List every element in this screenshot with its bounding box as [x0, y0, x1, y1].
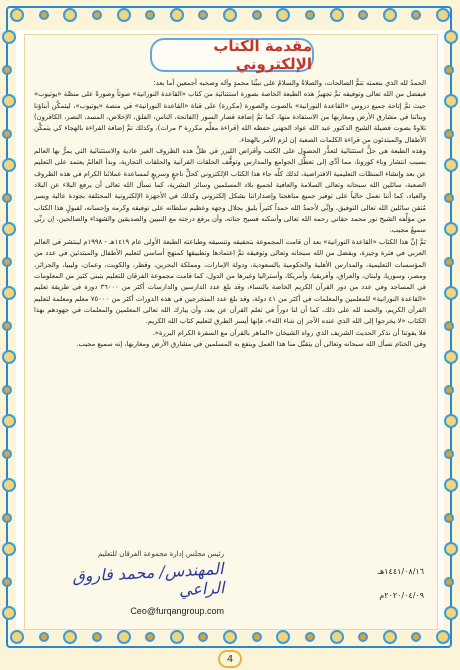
ornament-icon — [145, 632, 155, 642]
ornament-icon — [2, 542, 16, 556]
ornament-icon — [436, 630, 450, 644]
ornament-icon — [444, 449, 454, 459]
ornament-icon — [2, 193, 12, 203]
ornament-icon — [358, 10, 368, 20]
ornament-icon — [330, 8, 344, 22]
ornament-icon — [2, 321, 12, 331]
signature-block — [34, 550, 224, 628]
ornament-column-left — [2, 30, 16, 620]
title-box — [150, 38, 314, 72]
ornament-icon — [444, 129, 454, 139]
page-number: 4 — [218, 650, 242, 668]
ornament-icon — [444, 94, 458, 108]
ornament-icon — [444, 606, 458, 620]
ornament-icon — [444, 478, 458, 492]
ornament-icon — [92, 10, 102, 20]
paragraph-3: ثمَّ إنَّ هذا الكتاب «القاعدة النورانية» بعد أن قامت المجموعة بتحقيقه وتنسيقه وطباعته الطبعة الأولى عام ١٤١٩هـ - ١٩٩٨م لينتشر في العالم العربي في فترة وجيزة، وبفضل من الله سبحانه وتعالى وتوفيقه تمَّ اعتمادها وتطبيقها كمنهج أساسي لتعليم الأطفال والمبتدئين في عدد من المؤسسات التعليمية، والمدارس الأهلية والحكومية بالسعودية، ودولة الإمارات، ومملكة البحرين، وقطر، والكويت، وعمان، وليبيا، والجزائر، ومصر، وسوريا، ولبنان، والعراق، وأفريقيا، وأمريكا، وأستراليا وغيرها من الدول، كما قامت مجموعة الفرقان للتعليم بتبني كثير من المعلومات في المساجد وفي عدد من دور القرآن الكريم الخاصة بالنساء، وقد بلغ عدد الدارسين والدارسات أكثر من ٣٦٠٠٠ دورة في طريقة تعليم «القاعدة النورانية» للمعلمين والمعلمات في أكثر من ٤١ دولة، وقد بلغ عدد المتخرجين في هذه الدورات أكثر من ٧٥٠٠٠ معلم ومعلمة لتعليم القرآن الكريم، والحمد لله على ذلك، كما أن لنا دوراً في تعلم القرآن عن بعد، وأن يبارك الله تعالى المعلمين والمعلمات في جهودهم بهذا الكتاب «لا يخرجوا إلى الله الذي عنده الأجر إن شاء الله»، فإنها أيسر الطرق لتعليم كتاب الله الكريم. — [34, 237, 426, 326]
ornament-icon — [2, 129, 12, 139]
ornament-icon — [2, 94, 16, 108]
dates-block — [360, 560, 424, 608]
ornament-icon — [252, 10, 262, 20]
ornament-column-right — [444, 30, 458, 620]
ornament-icon — [39, 632, 49, 642]
ornament-icon — [223, 8, 237, 22]
ornament-icon — [63, 630, 77, 644]
ornament-icon — [276, 8, 290, 22]
ornament-icon — [2, 449, 12, 459]
ornament-icon — [383, 630, 397, 644]
ornament-icon — [444, 321, 454, 331]
ornament-icon — [170, 630, 184, 644]
ornament-icon — [276, 630, 290, 644]
page-title: مقدمة الكتاب الإلكتروني — [213, 37, 312, 73]
ornament-icon — [444, 65, 454, 75]
ornament-row-bottom — [10, 630, 450, 646]
ornament-icon — [223, 630, 237, 644]
ornament-icon — [436, 8, 450, 22]
paragraph-intro: الحمدُ لله الذي بنعمته تتمُّ الصالحات، والصلاةُ والسلامُ على نبيِّنا محمدٍ وآله وصحبه أجمعين أما بعد: — [153, 79, 426, 87]
email-link[interactable]: Ceo@furqangroup.com — [130, 606, 224, 616]
ornament-icon — [444, 414, 458, 428]
ornament-icon — [444, 30, 458, 44]
ornament-icon — [305, 632, 315, 642]
ornament-icon — [444, 385, 454, 395]
ornament-icon — [145, 10, 155, 20]
ornament-icon — [444, 193, 454, 203]
ornament-icon — [2, 158, 16, 172]
ornament-icon — [10, 630, 24, 644]
ornament-icon — [117, 8, 131, 22]
ornament-icon — [2, 257, 12, 267]
ornament-icon — [2, 222, 16, 236]
ornament-icon — [2, 478, 16, 492]
signature-title: رئيس مجلس إدارة مجموعة الفرقان للتعليم — [97, 550, 224, 558]
ornament-icon — [411, 10, 421, 20]
ornament-icon — [444, 513, 454, 523]
ornament-icon — [305, 10, 315, 20]
ornament-icon — [63, 8, 77, 22]
ornament-icon — [2, 385, 12, 395]
ornament-icon — [358, 632, 368, 642]
paragraph-2: وهذه الطبعة هي حلٌّ استثنائية لتعذُّر الحصول على الكتب وأقراص الليزر في ظلِّ هذه الظروف الغير عادية والاستثنائية التي يمرُّ بها العالم بسبب انتشار وباء كورونا، مما أدَّى إلى تعطُّل الجوامع والمدارس وتوقُّف الحلقات القرآنية والحلقات التجارية، وبدأ العالمُ يعتمد على التعليم عن بعد وإنشاء المنصَّات التعليمية الافتراضية، لذلك كلِّه جاء هذا الكتاب الإلكتروني كحلٍّ ناجعٍ وسريعٍ لمساعدة عملائنا الكرام في هذه الظروف الصعبة، سائلين الله سبحانه وتعالى السلامة والعافية لجميع بلاد المسلمين وسائر البشرية، كما نسأل الله تعالى أن يرفع البلاء عن البلاد والعباد، كما أننا نعمل حالياً على توفير جميع مناهجنا وإصداراتنا بشكل إلكتروني وكذلك في الأجهزة الإلكترونية المختلفة بجودة عالية ويسر مُتقن سائلين الله تعالى التوفيق، وإنِّي لأحمدُ الله حمداً كثيراً يليق بجلال وجهه وعظيم سلطانه على توفيقه وكرمه وإحسانه، لقبولٍ هذا الكتاب من مؤلِّفه الشيخ نور محمد حقاني رحمه الله تعالى وأسكنه فسيح جناته، وأن يرفع درجته مع النبيين والصديقين والشهداء والصالحين، إن ربِّي سميعٌ مجيب. — [34, 147, 426, 235]
ornament-icon — [2, 414, 16, 428]
ornament-icon — [2, 513, 12, 523]
ornament-icon — [444, 257, 454, 267]
ornament-icon — [444, 577, 454, 587]
ornament-icon — [198, 10, 208, 20]
ornament-icon — [2, 577, 12, 587]
ornament-icon — [170, 8, 184, 22]
ornament-icon — [444, 222, 458, 236]
ornament-icon — [2, 350, 16, 364]
paragraph-closing: وفي الختام نسأل الله سبحانه وتعالى أن يتقبَّل منا هذا العمل وينفع به المسلمين في مشارق الأرض ومغاربها، إنه سميع مجيب. — [76, 339, 426, 348]
ornament-icon — [444, 286, 458, 300]
ornament-icon — [198, 632, 208, 642]
ornament-icon — [411, 632, 421, 642]
ornament-icon — [2, 65, 12, 75]
ornament-icon — [39, 10, 49, 20]
ornament-icon — [2, 286, 16, 300]
ornament-icon — [10, 8, 24, 22]
ornament-icon — [252, 632, 262, 642]
date-gregorian: ٢٠٢٠/٠٤/٠٩م — [379, 591, 424, 600]
ornament-icon — [444, 542, 458, 556]
ornament-icon — [444, 350, 458, 364]
ornament-icon — [2, 30, 16, 44]
ornament-row-top — [10, 8, 450, 26]
signature-name: المهندس/ محمد فاروق الراعي — [71, 559, 225, 600]
ornament-icon — [330, 630, 344, 644]
paragraph-1: فبفضل من الله تعالى وتوفيقه تمَّ تجهيزُ هذه الطبعة الخاصة بصورة استثنائية من كتاب «القاعدة النورانية» صوتاً وصورةً على منصَّة «يوتيوب» حيث تمَّ إتاحة جميع دروس «القاعدة النورانية» بالصوت والصورة (مكررة) على قناة «القاعدة النورانية» في منصة «يوتيوب»، ليتمكَّن أبناؤنا وبناتنا في مشارق الأرض ومغاربها من الاستفادة منها، كما تمَّ إضافة قصار السور (الفاتحة، الناس، الفلق، الإخلاص، المسد، النصر، الكافرون) تلاوةً بصوت فضيلة الشيخ الدكتور عبد الله عواد الجهني حفظه الله (قراءة معلِّم مكررة ٣ مرات)، وكذلك تمَّ إضافة القراءة بالهجاء كي يتمكَّن الأطفال والمبتدئون من قراءة الكلمات الصعبة إن لزم الأمر بالهجاء. — [34, 90, 426, 144]
ornament-icon — [444, 158, 458, 172]
paragraph-hadith: فلا يفوتنا أن نذكر الحديث الشريف الذي رواه الشيخان «الماهر بالقرآن مع السفرة الكرام البررة». — [152, 328, 426, 337]
ornament-icon — [383, 8, 397, 22]
body-text — [34, 78, 426, 550]
ornament-icon — [2, 606, 16, 620]
date-hijri: ١٤٤١/٠٨/١٦هـ — [377, 567, 424, 576]
ornament-icon — [117, 630, 131, 644]
ornament-icon — [92, 632, 102, 642]
